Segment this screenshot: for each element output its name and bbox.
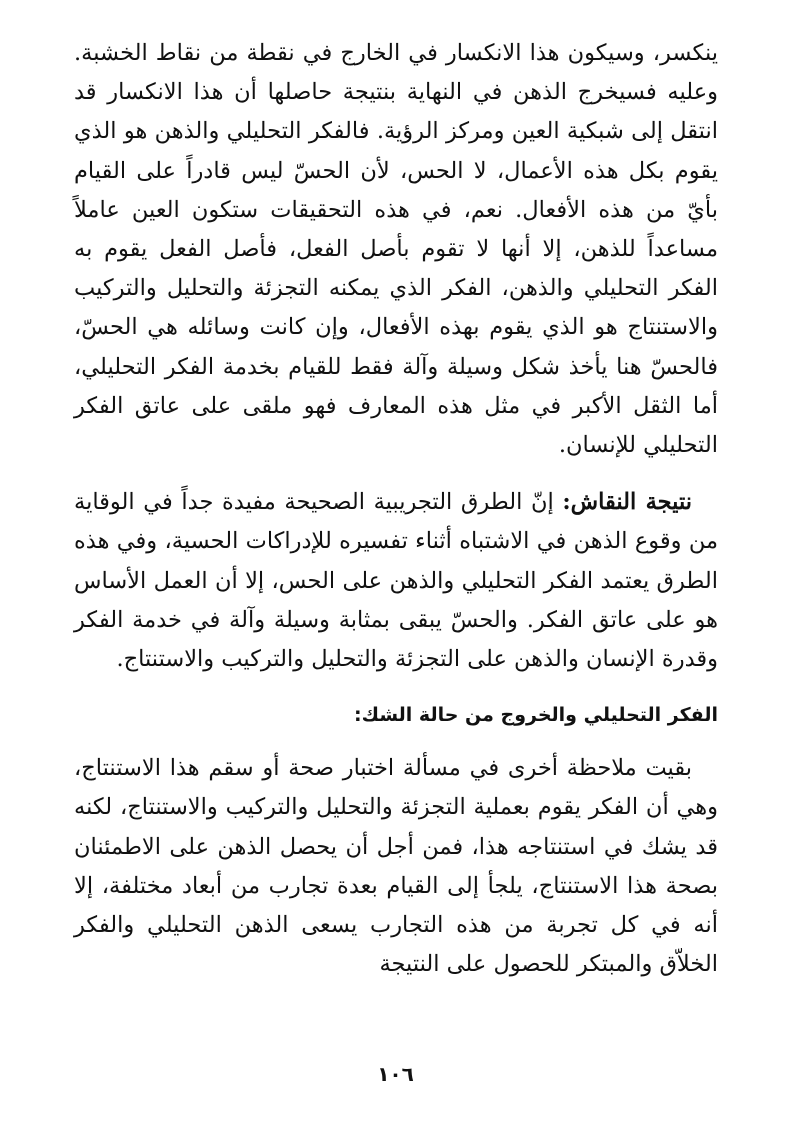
paragraph-1: ينكسر، وسيكون هذا الانكسار في الخارج في نقطة من نقاط الخشبة. وعليه فسيخرج الذهن في النهاية بنتيجة حاصلها أن هذا الانكسار قد انتقل إلى شبكية العين ومركز الرؤية. فالفكر التحليلي والذهن هو الذي يقوم بكل هذه الأعمال، لا الحس، لأن الحسّ ليس قادراً على القيام بأيّ من هذه الأفعال. نعم، في هذه التحقيقات ستكون العين عاملاً مساعداً للذهن، إلا أنها لا تقوم بأصل الفعل، فأصل الفعل يقوم به الفكر التحليلي والذهن، الفكر الذي يمكنه التجزئة والتحليل والتركيب والاستنتاج هو الذي يقوم بهذه الأفعال، وإن كانت وسائله هي الحسّ، فالحسّ هنا يأخذ شكل وسيلة وآلة فقط للقيام بخدمة الفكر التحليلي، أما الثقل الأكبر في مثل هذه المعارف فهو ملقى على عاتق الفكر التحليلي للإنسان. [74,40,718,459]
paragraph-2 [74,483,718,679]
paragraph-2-body: إنّ الطرق التجريبية الصحيحة مفيدة جداً في الوقاية من وقوع الذهن في الاشتباه أثناء تفسيره للإدراكات الحسية، وفي هذه الطرق يعتمد الفكر التحليلي والذهن على الحس، إلا أن العمل الأساس هو على عاتق الفكر. والحسّ يبقى بمثابة وسيلة وآلة في خدمة الفكر وقدرة الإنسان والذهن على التجزئة والتحليل والتركيب والاستنتاج. [74,489,718,673]
paragraph-2-lead: نتيجة النقاش: [562,489,693,516]
paragraph-3-body: بقيت ملاحظة أخرى في مسألة اختبار صحة أو سقم هذا الاستنتاج، وهي أن الفكر يقوم بعملية التجزئة والتحليل والتركيب والاستنتاج، لكنه قد يشك في استنتاجه هذا، فمن أجل أن يحصل الذهن على الاطمئنان بصحة هذا الاستنتاج، يلجأ إلى القيام بعدة تجارب من أبعاد مختلفة، إلا أنه في كل تجربة من هذه التجارب يسعى الذهن التحليلي والفكر الخلاّق والمبتكر للحصول على النتيجة [74,755,718,978]
paragraph-3 [74,749,718,984]
page-content [74,34,718,984]
section-heading: الفكر التحليلي والخروج من حالة الشك: [354,704,718,727]
page-number: ١٠٦ [377,1062,414,1086]
